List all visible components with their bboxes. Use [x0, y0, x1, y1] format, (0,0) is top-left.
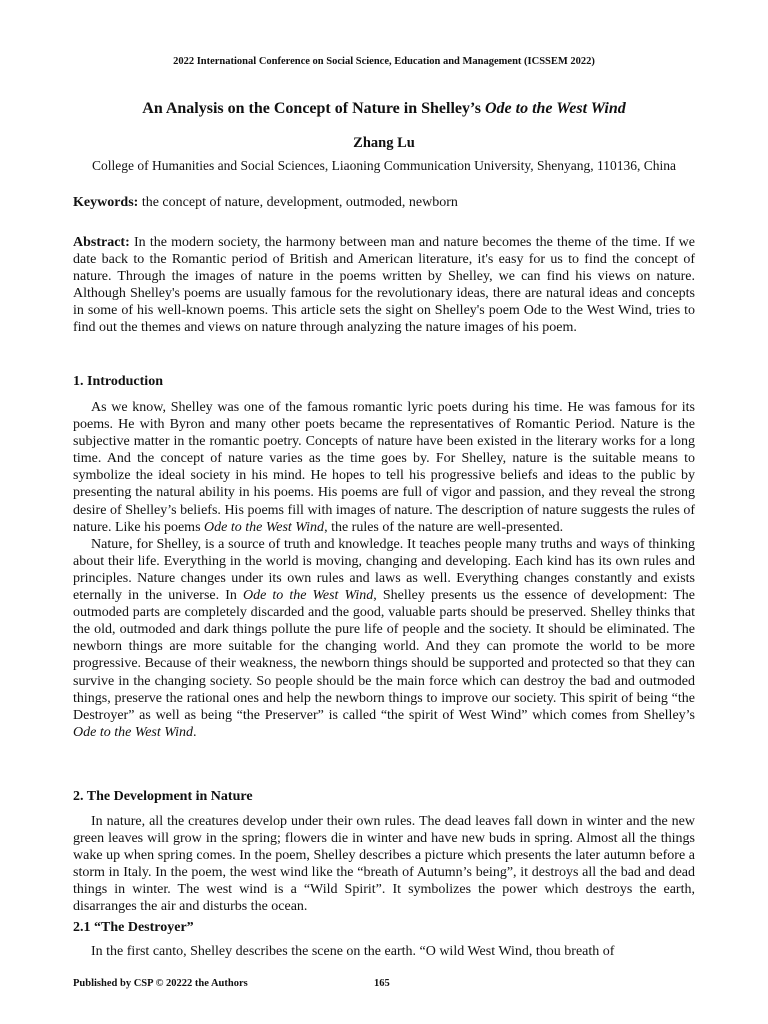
section-heading-introduction: 1. Introduction — [73, 374, 163, 389]
conference-header: 2022 International Conference on Social Science, Education and Management (ICSSEM 2022) — [173, 56, 595, 67]
page-number: 165 — [374, 978, 390, 989]
author-name: Zhang Lu — [353, 135, 415, 151]
paper-title — [40, 100, 728, 118]
section-introduction — [73, 399, 695, 741]
abstract-text: In the modern society, the harmony between man and nature becomes the theme of the time. If we date back to the Romantic period of British and American literature, it's easy for us to find the concept of nature. Through the images of nature in the poems written by Shelley, we can find his views on nature. Although Shelley's poems are usually famous for the revolutionary ideas, there are natural ideas and concepts in some of his well-known poems. This article sets the sight on Shelley's poem Ode to the West Wind, tries to find out the themes and views on nature through analyzing the nature images of his poem. — [73, 235, 695, 336]
author-affiliation: College of Humanities and Social Sciences, Liaoning Communication University, Shenyang, 110136, China — [92, 158, 676, 173]
title-work: Ode to the West Wind — [484, 100, 626, 117]
subsection-heading-destroyer: 2.1 “The Destroyer” — [73, 920, 194, 935]
paragraph: In the first canto, Shelley describes the scene on the earth. “O wild West Wind, thou breath of — [91, 944, 615, 959]
subsection-destroyer — [73, 943, 695, 960]
keywords-text: the concept of nature, development, outmoded, newborn — [138, 195, 458, 210]
paragraph: As we know, Shelley was one of the famous romantic lyric poets during his time. He was famous for its poems. He with Byron and many other poets became the representatives of Romantic Period. Nature is the subjective matter in the romantic poetry. Concepts of nature have been existed in the literary works for a long time. And the concept of nature varies as the time goes by. For Shelley, nature is the suitable means to symbolize the ideal society in his mind. He hopes to tell his progressive beliefs and ideas to the public by presenting the natural ability in his poems. His poems are full of vigor and passion, and they reveal the strong desire of Shelley’s beliefs. His poems fill with images of nature. The description of nature suggests the rules of nature. Like his poems Ode to the West Wind, the rules of the nature are well-presented. — [73, 400, 695, 535]
keywords-label: Keywords: — [73, 195, 139, 210]
title-main: An Analysis on the Concept of Nature in Shelley’s — [142, 100, 485, 117]
keywords — [73, 195, 695, 211]
footer-publisher: Published by CSP © 20222 the Authors — [73, 978, 248, 989]
paragraph: Nature, for Shelley, is a source of truth and knowledge. It teaches people many truths and ways of thinking about their life. Everything in the world is moving, changing and developing. Each kind has its own rules and principles. Nature changes under its own rules and laws as well. Everything changes constantly and exists eternally in the universe. In Ode to the West Wind, Shelley presents us the essence of development: The outmoded parts are completely discarded and the good, valuable parts should be preserved. Shelley thinks that the old, outmoded and dark things pollute the pure life of people and the society. It should be eliminated. The newborn things are more suitable for the changing world. And they can promote the world to be more progressive. Because of their weakness, the newborn things should be supported and protected so that they can survive in the changing society. So people should be the main force which can destroy the bad and outmoded things, preserve the rational ones and help the newborn things to improve our society. This spirit of being “the Destroyer” as well as being “the Preserver” is called “the spirit of West Wind” which comes from Shelley’s Ode to the West Wind. — [73, 536, 695, 740]
abstract-label: Abstract: — [73, 235, 130, 250]
paragraph: In nature, all the creatures develop under their own rules. The dead leaves fall down in winter and the new green leaves will grow in the spring; flowers die in winter and have new buds in spring. Almost all the things wake up when spring comes. In the poem, Shelley describes a picture which presents the later autumn before a storm in Italy. In the poem, the west wind like the “breath of Autumn’s being”, it destroys all the bad and dead things in winter. The west wind is a “Wild Spirit”. It symbolizes the power which destroys the earth, disarranges the air and disturbs the ocean. — [73, 814, 695, 915]
abstract — [73, 234, 695, 337]
section-heading-development: 2. The Development in Nature — [73, 789, 253, 804]
section-development — [73, 813, 695, 916]
